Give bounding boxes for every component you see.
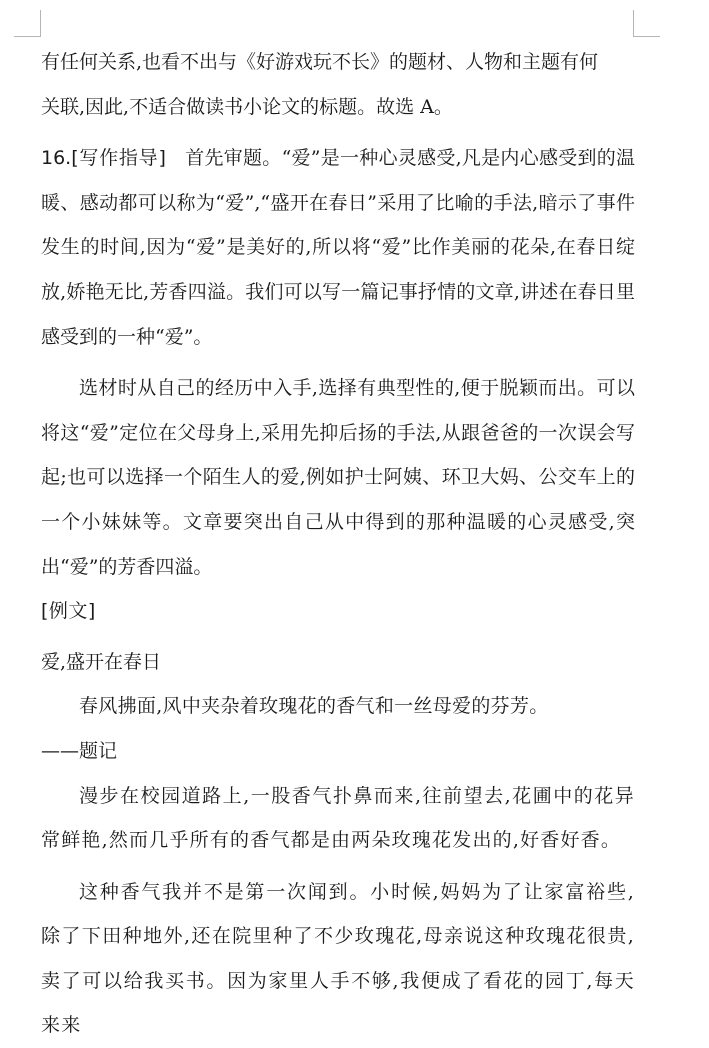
example-essay-label: [例文]: [41, 600, 96, 623]
question-number: 16.: [41, 147, 72, 170]
question-16-guidance-paragraph: [41, 136, 635, 359]
essay-paragraph: 这种香气我并不是第一次闻到。小时候,妈妈为了让家富裕些,除了下田种地外,还在院里种了不少玫瑰花,母亲说这种玫瑰花很贵,卖了可以给我买书。因为家里人手不够,我便成了看花的园丁,每天来来: [41, 880, 635, 1037]
guidance-text-1: 首先审题。“爱”是一种心灵感受,凡是内心感受到的温暖、感动都可以称为“爱”,“盛开在春日”采用了比喻的手法,暗示了事件发生的时间,因为“爱”是美好的,所以将“爱”比作美丽的花朵,在春日绽放,娇艳无比,芳香四溢。我们可以写一篇记事抒情的文章,讲述在春日里感受到的一种“爱”。: [41, 147, 636, 348]
writing-guidance-tag: [写作指导]: [71, 147, 167, 170]
page-corner-mark-left: [14, 10, 41, 37]
intro-line: 关联,因此,不适合做读书小论文的标题。故选 A。: [41, 95, 453, 118]
essay-paragraph: 漫步在校园道路上,一股香气扑鼻而来,往前望去,花圃中的花异常鲜艳,然而几乎所有的香气都是由两朵玫瑰花发出的,好香好香。: [41, 784, 635, 852]
essay-epigraph: 春风拂面,风中夹杂着玫瑰花的香气和一丝母爱的芬芳。: [79, 695, 549, 718]
essay-title: 爱,盛开在春日: [41, 650, 162, 673]
epigraph-signature: ——题记: [41, 739, 118, 762]
guidance-text-2: 选材时从自己的经历中入手,选择有典型性的,便于脱颖而出。可以将这“爱”定位在父母身上,采用先抑后扬的手法,从跟爸爸的一次误会写起;也可以选择一个陌生人的爱,例如护士阿姨、环卫大妈、公交车上的一个小妹妹等。文章要突出自己从中得到的那种温暖的心灵感受,突出“爱”的芳香四溢。: [41, 377, 635, 578]
intro-line: 有任何关系,也看不出与《好游戏玩不长》的题材、人物和主题有何: [41, 51, 599, 73]
document-page: [41, 40, 635, 1048]
page-corner-mark-right: [633, 10, 660, 37]
